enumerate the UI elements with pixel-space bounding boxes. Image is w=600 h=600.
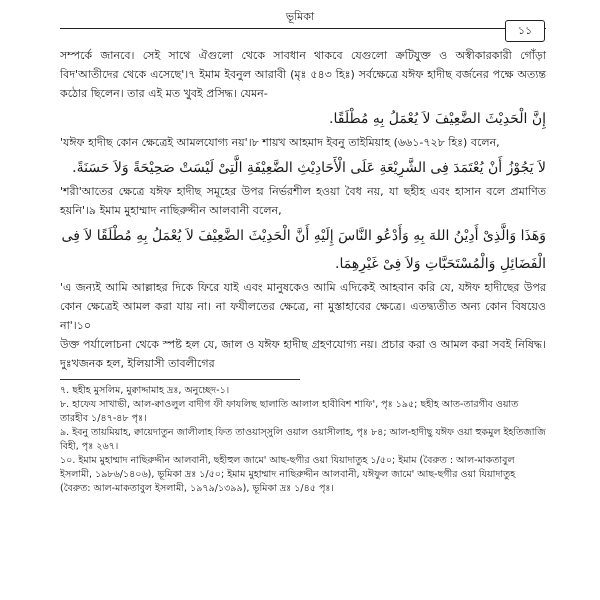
paragraph-3: 'শরী'আতের ক্ষেত্রে যঈফ হাদীছ সমূহের উপর নির্ভরশীল হওয়া বৈধ নয়, যা ছহীহ এবং হাসান বলে প্রমাণিত হয়নি'।৯ ইমাম মুহাম্মাদ নাছিরুদ্দীন আলবানী বলেন, (60, 185, 546, 217)
paragraph-1: সম্পর্কে জানবে। সেই সাথে ঐগুলো থেকে সাবধান থাকবে যেগুলো ক্রটিযুক্ত ও অস্বীকারকারী গোঁড়া বিদ'আতীদের থেকে এসেছে'।৭ ইমাম ইবনুল আরাবী (মৃঃ ৫৪৩ হিঃ) সর্বক্ষেত্রে যঈফ হাদীছ বর্জনের পক্ষে অত্যন্ত কঠোর ছিলেন। তার এই মত খুবই প্রসিদ্ধ। যেমন- (60, 49, 546, 100)
page-body (60, 46, 546, 496)
arabic-quote-2: لاَ يَجُوْزُ أَنْ يُعْتَمَدَ فِى الشَّرِيْعَةِ عَلَى الْأَحَادِيْثِ الضَّعِيْفَةِ الَّتِىْ لَيْسَتْ صَحِيْحَةً وَلاَ حَسَنَةً. (72, 160, 546, 176)
arabic-quote-1: إِنَّ الْحَدِيْثَ الضَّعِيْفَ لاَ يُعْمَلُ بِهِ مُطْلَقًا. (329, 111, 546, 127)
footnote-10: ১০. ইমাম মুহাম্মাদ নাছিরুদ্দীন আলবানী, ছহীহুল জামে' আছ-ছগীর ওয়া যিয়াদাতুহ ১/৫০; ইমাম (বৈরুত : আল-মাকতাবুল ইসলামী, ১৯৮৬/১৪০৬), ভূমিকা দ্রঃ ১/৫০; ইমাম মুহাম্মাদ নাছিরুদ্দীন আলবানী, যঈফুল জামে' আছ-ছগীর ওয়া যিয়াদাতুহ (বৈরুত: আল-মাকতাবুল ইসলামী, ১৯৭৯/১৩৯৯), ভূমিকা দ্রঃ ১/৪৫ পৃঃ। (60, 455, 516, 494)
header-rule (60, 28, 546, 29)
footnote-8: ৮. হাফেয সাখাভী, আল-ক্বাওলুল বাদীগ ফী ফাযলিছ ছালাতি আলাল হাবীবিশ শাফি', পৃঃ ১৯৫; ছহীহ আত-তারগীব ওয়াত তারহীব ১/৪৭-৪৮ পৃঃ। (60, 399, 519, 424)
paragraph-2: 'যঈফ হাদীছ কোন ক্ষেত্রেই আমলযোগ্য নয়'।৮ শায়খ আহমাদ ইবনু তাইমিয়াহ (৬৬১-৭২৮ হিঃ) বলেন, (60, 136, 500, 149)
arabic-quote-3: وَهَذَا وَالَّذِىْ أَدِيْنُ اللهَ بِهِ وَأَدْعُو النَّاسَ إِلَيْهِ أَنَّ الْحَدِيْثَ الضَّعِيْفَ لاَ يُعْمَلُ بِهِ مُطْلَقًا لاَ فِى الْفَضَائِلِ وَالْمُسْتَحَبَّاتِ وَلاَ فِىْ غَيْرِهِمَا. (61, 228, 546, 272)
page-number: ১১ (505, 20, 545, 42)
running-header: ভূমিকা (285, 10, 315, 23)
footnote-7: ৭. ছহীহ মুসলিম, মুক্বাদ্দামাহ দ্রঃ, অনুচ্ছেদ-১। (60, 385, 230, 396)
paragraph-5: উক্ত পর্যালোচনা থেকে স্পষ্ট হল যে, জাল ও যঈফ হাদীছ গ্রহণযোগ্য নয়। প্রচার করা ও আমল করা সবই নিষিদ্ধ। দুঃখজনক হল, ইলিয়াসী তাবলীগের (60, 338, 546, 370)
paragraph-4: 'এ জন্যই আমি আল্লাহর দিকে ফিরে যাই এবং মানুষকেও আমি এদিকেই আহবান করি যে, যঈফ হাদীছের উপর কোন ক্ষেত্রেই আমল করা যায় না। না ফযীলতের ক্ষেত্রে, না মুস্তাহাবের ক্ষেত্রে। এতদ্ব্যতীত অন্য কোন বিষয়েও না'।১০ (60, 281, 546, 332)
footnote-rule (60, 379, 300, 380)
footnote-9: ৯. ইবনু তায়মিয়াহ, ক্বায়েদাতুন জালীলাহ ফিত তাওয়াস্সুলি ওয়াল ওয়াসীলাহ, পৃঃ ৮৪; আল-হাদীছু যঈফ ওয়া হুকমুল ইহতিজাজি বিহী, পৃঃ ২৬৭। (60, 427, 546, 452)
